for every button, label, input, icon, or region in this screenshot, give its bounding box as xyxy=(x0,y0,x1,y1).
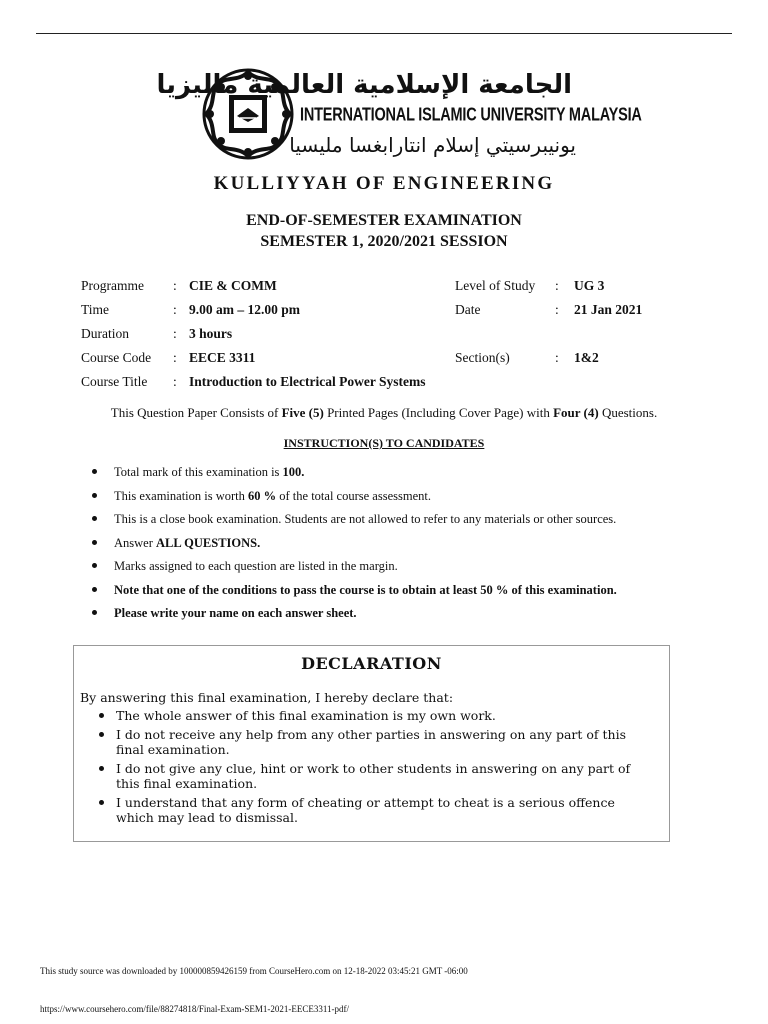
sections-label: Section(s) xyxy=(455,350,510,365)
info-row-time xyxy=(81,302,701,322)
colon: : xyxy=(173,302,177,317)
page-count: Five (5) xyxy=(281,405,324,420)
programme-value: CIE & COMM xyxy=(189,278,277,293)
bullet-icon xyxy=(99,732,104,737)
declaration-text: I do not give any clue, hint or work to other students in answering on any part of this final examination. xyxy=(116,760,631,791)
declaration-item xyxy=(96,761,656,792)
info-row-programme xyxy=(81,278,701,298)
declaration-intro: By answering this final examination, I hereby declare that: xyxy=(80,690,454,705)
time-label: Time xyxy=(81,302,110,317)
colon: : xyxy=(173,350,177,365)
bullet-icon xyxy=(92,540,97,545)
colon: : xyxy=(555,278,559,293)
declaration-text: I understand that any form of cheating or attempt to cheat is a serious offence which may lead to dismissal. xyxy=(116,794,615,825)
exam-title-line-1: END-OF-SEMESTER EXAMINATION xyxy=(246,212,522,229)
instruction-item xyxy=(92,510,732,534)
declaration-title: DECLARATION xyxy=(301,654,442,673)
instruction-text: This is a close book examination. Students are not allowed to refer to any materials or other sources. xyxy=(114,512,617,526)
consists-text: Questions. xyxy=(598,405,658,420)
bullet-icon xyxy=(92,469,97,474)
exam-title-line-2: SEMESTER 1, 2020/2021 SESSION xyxy=(260,233,508,250)
instruction-text: Answer xyxy=(114,535,157,550)
declaration-list xyxy=(96,708,656,829)
info-row-duration xyxy=(81,326,701,346)
declaration-text: The whole answer of this final examination is my own work. xyxy=(116,708,496,723)
declaration-text: I do not receive any help from any other parties in answering on any part of this final examination. xyxy=(116,726,626,757)
course-title-value: Introduction to Electrical Power Systems xyxy=(189,374,426,389)
instruction-text: of the total course assessment. xyxy=(276,488,431,503)
instruction-emphasis: 100. xyxy=(282,465,305,479)
consists-text: This Question Paper Consists of xyxy=(110,405,282,420)
declaration-box xyxy=(73,645,670,842)
declaration-item xyxy=(96,795,656,826)
exam-title xyxy=(0,210,768,252)
colon: : xyxy=(173,326,177,341)
bullet-icon xyxy=(92,493,97,498)
instructions-list xyxy=(92,463,732,628)
date-value: 21 Jan 2021 xyxy=(574,302,643,317)
date-label: Date xyxy=(455,302,481,317)
paper-consists-statement xyxy=(0,405,768,421)
consists-text: Printed Pages (Including Cover Page) with xyxy=(323,405,554,420)
sections-value: 1&2 xyxy=(574,350,599,365)
instruction-item xyxy=(92,581,732,605)
bullet-icon xyxy=(99,766,104,771)
question-count: Four (4) xyxy=(553,405,599,420)
instruction-emphasis: 60 % xyxy=(248,488,277,503)
duration-label: Duration xyxy=(81,326,129,341)
instruction-item xyxy=(92,463,732,487)
university-logo xyxy=(156,66,642,166)
programme-label: Programme xyxy=(81,278,144,293)
course-code-value: EECE 3311 xyxy=(189,350,256,365)
bullet-icon xyxy=(99,713,104,718)
top-rule xyxy=(36,33,732,34)
colon: : xyxy=(173,374,177,389)
bullet-icon xyxy=(99,800,104,805)
course-code-label: Course Code xyxy=(81,350,152,365)
course-title-label: Course Title xyxy=(81,374,148,389)
colon: : xyxy=(173,278,177,293)
instruction-text: Total mark of this examination is xyxy=(114,465,283,479)
university-name-arabic: الجامعة الإسلامية العالمية ماليزيا xyxy=(156,70,572,100)
university-name-english: INTERNATIONAL ISLAMIC UNIVERSITY MALAYSIA xyxy=(300,105,642,126)
info-row-course-title xyxy=(81,374,701,394)
colon: : xyxy=(555,302,559,317)
instructions-heading: INSTRUCTION(S) TO CANDIDATES xyxy=(283,436,485,450)
kulliyyah-title: KULLIYYAH OF ENGINEERING xyxy=(213,173,555,194)
colon: : xyxy=(555,350,559,365)
level-label: Level of Study xyxy=(455,278,536,293)
instruction-text: This examination is worth xyxy=(114,488,249,503)
duration-value: 3 hours xyxy=(189,326,233,341)
instruction-item xyxy=(92,557,732,581)
level-value: UG 3 xyxy=(574,278,605,293)
declaration-item xyxy=(96,727,656,758)
instruction-text: Marks assigned to each question are listed in the margin. xyxy=(114,559,398,573)
instruction-item xyxy=(92,604,732,628)
university-name-malay-jawi: يونيبرسيتي إسلام انتارابغسا مليسيا xyxy=(289,133,576,157)
bullet-icon xyxy=(92,563,97,568)
instruction-item xyxy=(92,487,732,511)
bullet-icon xyxy=(92,516,97,521)
instruction-emphasis: ALL QUESTIONS. xyxy=(156,535,261,550)
instruction-item xyxy=(92,534,732,558)
declaration-item xyxy=(96,708,656,724)
instruction-emphasis: Please write your name on each answer sheet. xyxy=(114,606,357,620)
bullet-icon xyxy=(92,587,97,592)
info-row-course-code xyxy=(81,350,701,370)
bullet-icon xyxy=(92,610,97,615)
download-note: This study source was downloaded by 100000859426159 from CourseHero.com on 12-18-2022 03:45:21 GMT -06:00 xyxy=(40,966,468,976)
source-url[interactable]: https://www.coursehero.com/file/88274818/Final-Exam-SEM1-2021-EECE3311-pdf/ xyxy=(40,1004,350,1014)
time-value: 9.00 am – 12.00 pm xyxy=(189,302,300,317)
instruction-emphasis: Note that one of the conditions to pass the course is to obtain at least 50 % of this examination. xyxy=(114,582,617,597)
